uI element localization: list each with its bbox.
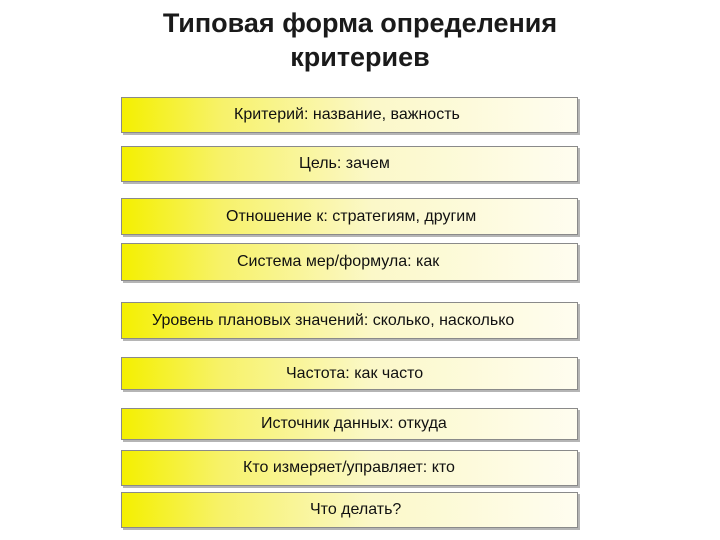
criterion-box-action xyxy=(121,492,578,528)
box-label: Уровень плановых значений: сколько, насколько xyxy=(152,311,515,329)
criterion-box-goal xyxy=(121,146,578,182)
title-line-1: Типовая форма определения xyxy=(162,8,558,38)
criterion-box-name-importance xyxy=(121,97,578,133)
box-label: Критерий: название, важность xyxy=(234,106,460,123)
title-line-2: критериев xyxy=(290,42,430,72)
box-label: Система мер/формула: как xyxy=(237,253,440,270)
box-label: Кто измеряет/управляет: кто xyxy=(243,459,455,476)
box-label: Отношение к: стратегиям, другим xyxy=(226,207,477,225)
criterion-box-target-values xyxy=(121,302,578,339)
criterion-box-relation xyxy=(121,198,578,235)
criterion-box-measure-system xyxy=(121,243,578,281)
criterion-box-owner xyxy=(121,450,578,486)
criterion-box-frequency xyxy=(121,357,578,390)
box-label: Что делать? xyxy=(310,501,402,518)
box-label: Частота: как часто xyxy=(286,364,424,382)
box-label: Цель: зачем xyxy=(299,155,390,172)
box-label: Источник данных: откуда xyxy=(261,415,447,432)
page-title xyxy=(0,6,720,74)
criterion-box-data-source xyxy=(121,408,578,440)
